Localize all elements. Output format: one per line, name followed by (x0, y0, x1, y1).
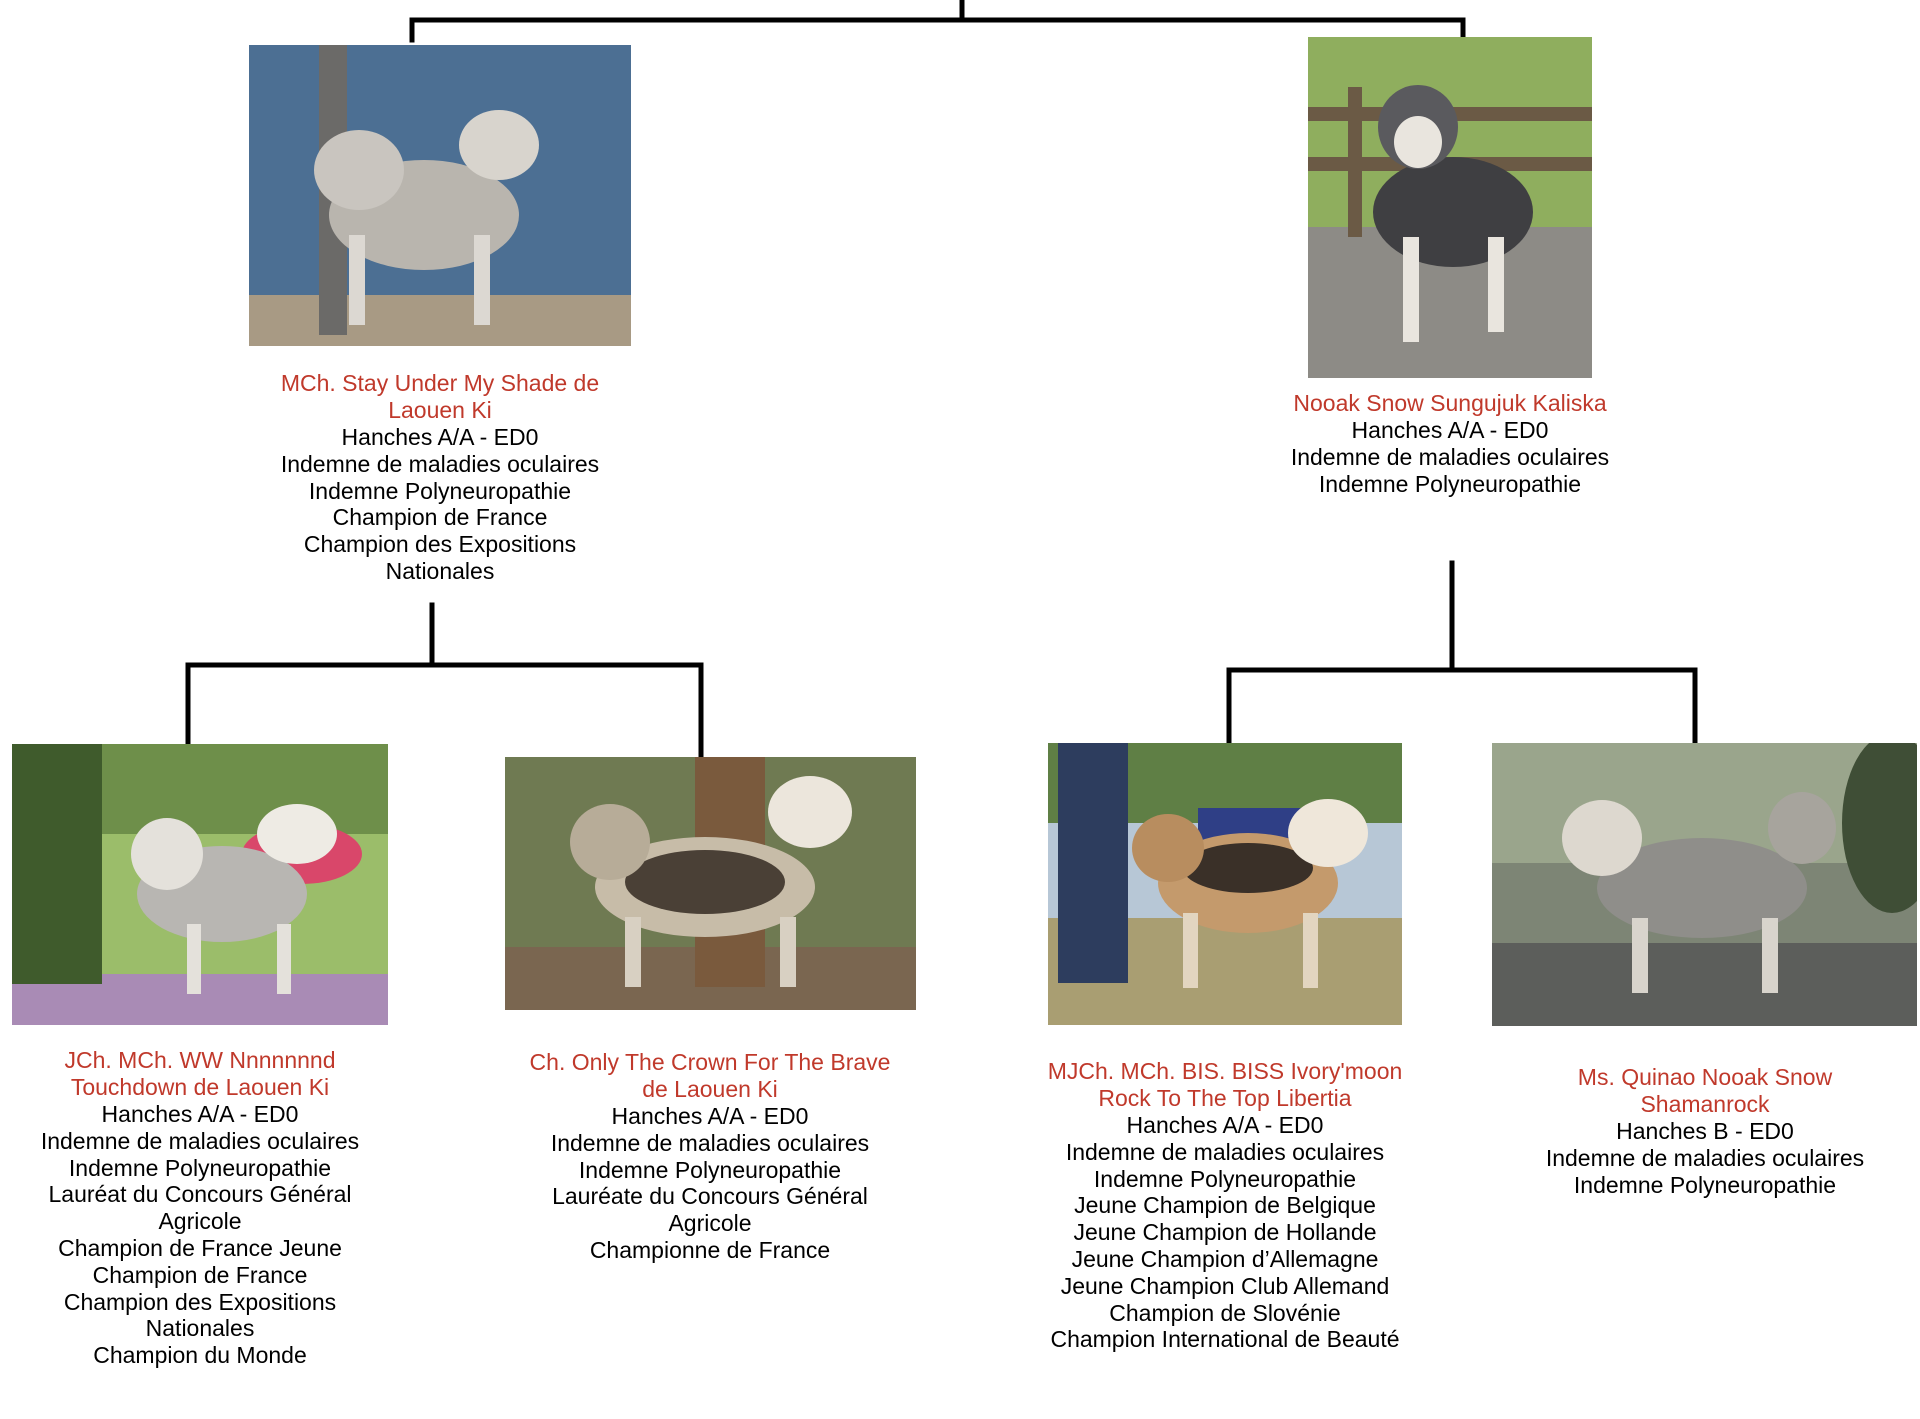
info-line: Jeune Champion de Hollande (1073, 1219, 1377, 1246)
dog-card-nooak-snow-sungujuk (1270, 390, 1630, 497)
dog-card-touchdown (12, 1047, 388, 1369)
info-line: Hanches A/A - ED0 (611, 1103, 809, 1129)
dog-card-ivorymoon-rock (1040, 1058, 1410, 1353)
info-line: Indemne Polyneuropathie (1573, 1171, 1837, 1198)
info-line: Indemne Polyneuropathie (578, 1156, 842, 1183)
info-line: Indemne de maladies oculaires (550, 1129, 870, 1156)
dog-photo-only-the-crown (505, 757, 916, 1010)
info-line: Lauréat du Concours Général Agricole (48, 1181, 352, 1235)
info-line: Hanches A/A - ED0 (1351, 417, 1549, 443)
malamute-photo-icon (505, 757, 916, 1010)
dog-photo-quinao-nooak (1492, 743, 1917, 1026)
info-line: Champion des Expositions Nationales (303, 531, 577, 584)
malamute-photo-icon (249, 45, 631, 346)
dog-photo-touchdown (12, 744, 388, 1025)
info-line: Champion International de Beauté (1050, 1326, 1400, 1353)
info-line: Lauréate du Concours Général Agricole (552, 1183, 868, 1237)
info-line: Indemne de maladies oculaires (1290, 443, 1610, 470)
dog-photo-nooak-snow-sungujuk (1308, 37, 1592, 378)
malamute-photo-icon (1308, 37, 1592, 378)
dog-card-stay-under-my-shade (249, 370, 631, 585)
info-line: Champion du Monde (93, 1342, 307, 1369)
info-line: Championne de France (589, 1236, 831, 1263)
info-line: Champion de France Jeune (58, 1234, 342, 1261)
info-line: Indemne de maladies oculaires (40, 1127, 360, 1154)
dog-card-only-the-crown (520, 1049, 900, 1264)
malamute-photo-icon (1048, 743, 1402, 1025)
dog-photo-stay-under-my-shade (249, 45, 631, 346)
dog-name: Ms. Quinao Nooak Snow Shamanrock (1577, 1064, 1833, 1117)
info-line: Jeune Champion de Belgique (1074, 1192, 1376, 1219)
dog-name: MCh. Stay Under My Shade de Laouen Ki (280, 370, 600, 423)
info-line: Champion de France (92, 1261, 308, 1288)
info-line: Indemne Polyneuropathie (308, 477, 572, 504)
malamute-photo-icon (1492, 743, 1917, 1026)
info-line: Indemne de maladies oculaires (1065, 1138, 1385, 1165)
info-line: Champion de Slovénie (1109, 1299, 1341, 1326)
dog-photo-ivorymoon-rock (1048, 743, 1402, 1025)
root-connector (412, 0, 1463, 40)
info-line: Champion des Expositions Nationales (63, 1288, 337, 1342)
dog-name: JCh. MCh. WW Nnnnnnnd Touchdown de Laouen Ki (64, 1047, 336, 1100)
info-line: Indemne Polyneuropathie (68, 1154, 332, 1181)
info-line: Indemne Polyneuropathie (1093, 1165, 1357, 1192)
right-family-connector (1229, 563, 1695, 743)
info-line: Hanches A/A - ED0 (341, 424, 539, 450)
dog-name: Nooak Snow Sungujuk Kaliska (1293, 390, 1607, 416)
dog-name: MJCh. MCh. BIS. BISS Ivory'moon Rock To The Top Libertia (1047, 1058, 1403, 1111)
info-line: Hanches A/A - ED0 (1126, 1112, 1324, 1138)
dog-name: Ch. Only The Crown For The Brave de Laouen Ki (529, 1049, 891, 1102)
info-line: Hanches B - ED0 (1616, 1118, 1794, 1144)
info-line: Indemne Polyneuropathie (1318, 470, 1582, 497)
info-line: Jeune Champion Club Allemand (1060, 1272, 1390, 1299)
left-family-connector (188, 605, 701, 757)
dog-card-quinao-nooak (1515, 1064, 1895, 1198)
info-line: Hanches A/A - ED0 (101, 1101, 299, 1127)
info-line: Champion de France (332, 504, 548, 531)
malamute-photo-icon (12, 744, 388, 1025)
info-line: Indemne de maladies oculaires (280, 450, 600, 477)
info-line: Indemne de maladies oculaires (1545, 1144, 1865, 1171)
info-line: Jeune Champion d’Allemagne (1071, 1245, 1379, 1272)
